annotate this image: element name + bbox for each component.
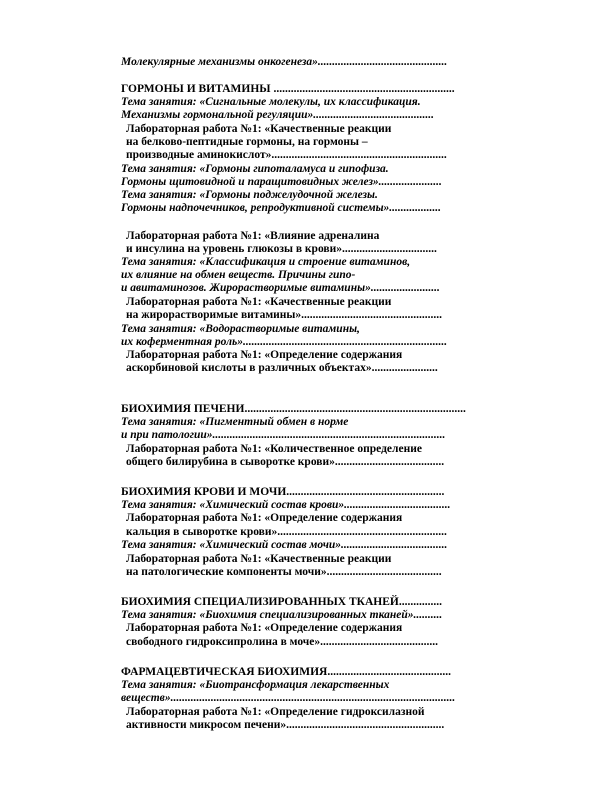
- toc-entry-lab: Лабораторная работа №1: «Определение содержания: [126, 512, 403, 524]
- toc-entry-topic: Тема занятия: «Гормоны гипоталамуса и гипофиза.: [121, 163, 389, 175]
- toc-section-heading: БИОХИМИЯ ПЕЧЕНИ.............................................................................: [121, 403, 466, 415]
- toc-entry-lab: Лабораторная работа №1: «Влияние адреналина: [126, 230, 380, 242]
- toc-entry-lab: на жирорастворимые витамины».................................................: [126, 309, 443, 321]
- toc-entry-lab: активности микросом печени».......................................................: [126, 719, 445, 731]
- toc-entry-topic: их коферментная роль».......................................................................: [121, 336, 448, 348]
- toc-entry-topic: Тема занятия: «Биотрансформация лекарственных: [121, 679, 390, 691]
- toc-section-heading: БИОХИМИЯ СПЕЦИАЛИЗИРОВАННЫХ ТКАНЕЙ...............: [121, 596, 442, 608]
- toc-entry-topic: Тема занятия: «Гормоны поджелудочной железы.: [121, 189, 378, 201]
- toc-entry-lab: Лабораторная работа №1: «Количественное определение: [126, 443, 422, 455]
- toc-entry-lab: на белково-пептидные гормоны, на гормоны –: [126, 136, 368, 148]
- toc-entry-topic: Тема занятия: «Химический состав мочи».....................................: [121, 539, 448, 551]
- toc-entry-lab: Лабораторная работа №1: «Качественные реакции: [126, 553, 392, 565]
- toc-entry-lab: Лабораторная работа №1: «Определение содержания: [126, 349, 403, 361]
- toc-entry-topic: Тема занятия: «Пигментный обмен в норме: [121, 416, 349, 428]
- toc-entry-topic: их влияние на обмен веществ. Причины гипо-: [121, 269, 356, 281]
- toc-entry-lab: на патологические компоненты мочи»........................................: [126, 566, 442, 578]
- toc-entry-topic: и при патологии».................................................................................: [121, 429, 446, 441]
- toc-entry-topic: Гормоны щитовидной и паращитовидных желез»......................: [121, 176, 442, 188]
- toc-entry-topic: веществ»...................................................................................................: [121, 692, 456, 704]
- toc-entry-topic: Тема занятия: «Сигнальные молекулы, их классификация.: [121, 96, 421, 108]
- toc-entry-lab: Лабораторная работа №1: «Определение гидроксилазной: [126, 706, 425, 718]
- toc-entry-lab: Лабораторная работа №1: «Качественные реакции: [126, 123, 392, 135]
- toc-entry-lab: кальция в сыворотке крови»...........................................................: [126, 526, 447, 538]
- toc-entry-topic: Гормоны надпочечников, репродуктивной системы»..................: [121, 202, 442, 214]
- toc-entry-topic: Тема занятия: «Химический состав крови».....................................: [121, 499, 451, 511]
- toc-entry-lab: и инсулина на уровень глюкозы в крови».................................: [126, 243, 437, 255]
- toc-entry-lab: Лабораторная работа №1: «Качественные реакции: [126, 296, 392, 308]
- toc-section-heading: БИОХИМИЯ КРОВИ И МОЧИ.......................................................: [121, 486, 445, 498]
- toc-entry-lab: производные аминокислот».............................................................: [126, 149, 447, 161]
- toc-entry-topic: Тема занятия: «Водорастворимые витамины,: [121, 323, 360, 335]
- toc-entry-topic: и авитаминозов. Жирорастворимые витамины»........................: [121, 282, 440, 294]
- toc-entry-lab: Лабораторная работа №1: «Определение содержания: [126, 622, 403, 634]
- toc-section-heading: ГОРМОНЫ И ВИТАМИНЫ ...............................................................: [121, 83, 455, 95]
- toc-entry-lab: общего билирубина в сыворотке крови»......................................: [126, 456, 445, 468]
- toc-entry-topic: Тема занятия: «Классификация и строение витаминов,: [121, 256, 411, 268]
- toc-entry-topic: Молекулярные механизмы онкогенеза».............................................: [121, 56, 448, 68]
- toc-section-heading: ФАРМАЦЕВТИЧЕСКАЯ БИОХИМИЯ...........................................: [121, 666, 451, 678]
- toc-entry-topic: Механизмы гормональной регуляции»..........................................: [121, 109, 434, 121]
- toc-entry-topic: Тема занятия: «Биохимия специализированных тканей»..........: [121, 609, 443, 621]
- toc-entry-lab: аскорбиновой кислоты в различных объектах».......................: [126, 362, 438, 374]
- toc-entry-lab: свободного гидроксипролина в моче».........................................: [126, 636, 439, 648]
